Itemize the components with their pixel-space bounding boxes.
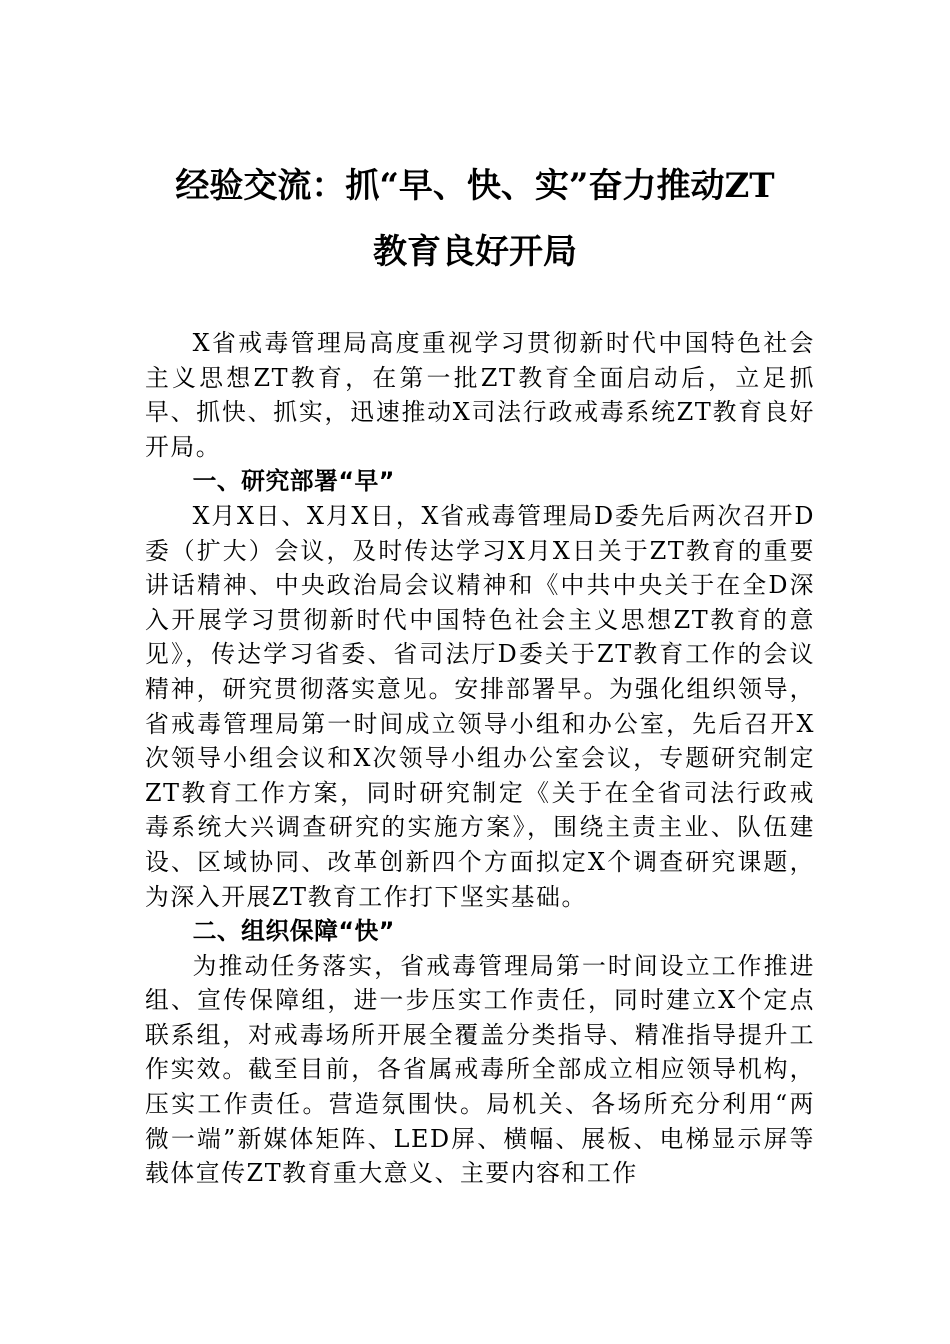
section-2-heading: 二、组织保障“快” (192, 917, 395, 946)
document-title-line-2: 教育良好开局 (373, 232, 577, 272)
document-body (145, 326, 815, 1191)
document-title-line-1: 经验交流：抓“早、快、实”奋力推动ZT (175, 166, 775, 206)
section-1-heading: 一、研究部署“早” (192, 467, 395, 496)
intro-paragraph: X省戒毒管理局高度重视学习贯彻新时代中国特色社会主义思想ZT教育，在第一批ZT教育全面启动后，立足抓早、抓快、抓实，迅速推动X司法行政戒毒系统ZT教育良好开局。 (145, 329, 815, 461)
section-1-paragraph: X月X日、X月X日，X省戒毒管理局D委先后两次召开D委（扩大）会议，及时传达学习X月X日关于ZT教育的重要讲话精神、中央政治局会议精神和《中共中央关于在全D深入开展学习贯彻新时代中国特色社会主义思想ZT教育的意见》，传达学习省委、省司法厅D委关于ZT教育工作的会议精神，研究贯彻落实意见。安排部署早。为强化组织领导，省戒毒管理局第一时间成立领导小组和办公室，先后召开X次领导小组会议和X次领导小组办公室会议，专题研究制定ZT教育工作方案，同时研究制定《关于在全省司法行政戒毒系统大兴调查研究的实施方案》，围绕主责主业、队伍建设、区域协同、改革创新四个方面拟定X个调查研究课题，为深入开展ZT教育工作打下坚实基础。 (145, 501, 815, 911)
section-2-paragraph: 为推动任务落实，省戒毒管理局第一时间设立工作推进组、宣传保障组，进一步压实工作责任，同时建立X个定点联系组，对戒毒场所开展全覆盖分类指导、精准指导提升工作实效。截至目前，各省属戒毒所全部成立相应领导机构，压实工作责任。营造氛围快。局机关、各场所充分利用“两微一端”新媒体矩阵、LED屏、横幅、展板、电梯显示屏等载体宣传ZT教育重大意义、主要内容和工作 (145, 951, 815, 1188)
